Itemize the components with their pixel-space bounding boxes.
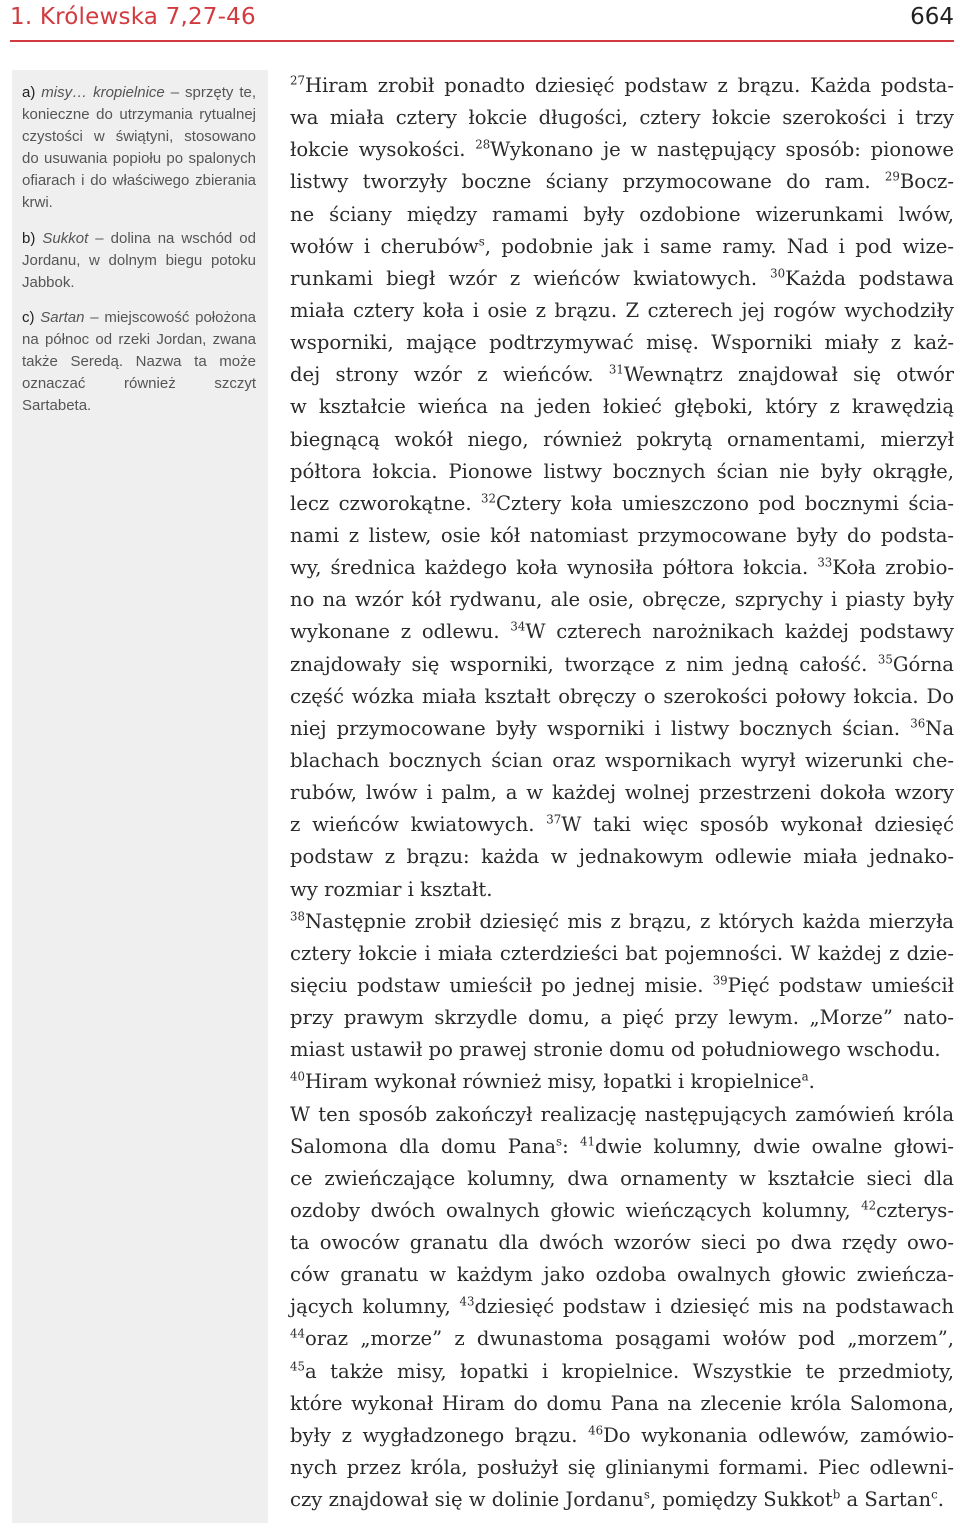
footnote-a	[22, 82, 256, 215]
text-line	[290, 520, 954, 552]
text-line	[290, 874, 954, 906]
text-line	[290, 906, 954, 938]
verse-marker: 28	[475, 137, 491, 152]
text-segment: oraz „morze” z dwunastoma posągami wołów pod „morzem”,	[304, 1327, 954, 1351]
footnote-text: – miejscowość położona na północ od rzeki Jordan, zwana także Seredą. Nazwa ta może oznaczać również szczyt Sartabeta.	[22, 308, 256, 415]
text-line	[290, 1195, 954, 1227]
verse-marker: 40	[290, 1069, 305, 1084]
text-segment: Cztery koła umieszczono pod bocznymi ścia-	[496, 491, 954, 515]
page-number: 664	[910, 4, 954, 30]
text-line	[290, 713, 954, 745]
text-line	[290, 777, 954, 809]
text-segment: dziesięć podstaw i dziesięć mis na podstawach	[474, 1295, 954, 1319]
verse-marker: 46	[588, 1423, 604, 1438]
text-line	[290, 134, 954, 166]
footnote-label: a)	[22, 84, 36, 101]
text-segment: nych przez króla, posłużył się glinianymi formami. Piec odlewni-	[290, 1456, 954, 1480]
text-segment: wy rozmiar i kształt.	[290, 877, 493, 901]
text-segment: miast ustawił po prawej stronie domu od południowego wschodu.	[290, 1038, 941, 1062]
footnote-text: – dolina na wschód od Jordanu, w dolnym biegu potoku Jabbok.	[22, 229, 256, 291]
text-segment: no na wzór kół rydwanu, ale osie, obręcze, szprychy i piasty były	[290, 588, 954, 612]
text-segment: Wykonano je w następujący sposób: pionowe	[490, 138, 954, 162]
verse-marker: s	[556, 1134, 563, 1149]
text-segment: Górna	[892, 652, 954, 676]
text-line	[290, 1034, 954, 1066]
text-segment: wykonane z odlewu.	[290, 620, 511, 644]
text-line	[290, 263, 954, 295]
text-line	[290, 1066, 954, 1098]
footnote-term: Sartan	[40, 308, 85, 326]
text-line	[290, 1163, 954, 1195]
text-segment: czterys-	[876, 1198, 954, 1222]
text-segment: W czterech narożnikach każdej podstawy	[525, 620, 954, 644]
text-line	[290, 231, 954, 263]
verse-marker: c	[931, 1487, 938, 1502]
verse-marker: 34	[510, 619, 526, 634]
verse-marker: 44	[290, 1326, 305, 1341]
footnote-text: – sprzęty te, konieczne do utrzymania rytualnej czystości w świątyni, stosowano do usuwania popiołu po spalonych ofiarach i do właściwego zbierania krwi.	[22, 84, 256, 212]
verse-marker: 33	[817, 555, 833, 570]
text-segment: Hiram wykonał również misy, łopatki i kropielnice	[304, 1070, 802, 1094]
verse-marker: 35	[877, 652, 893, 666]
text-segment: miała cztery koła i osie z brązu. Z czterech jej rogów wychodziły	[290, 298, 954, 322]
verse-marker: 43	[459, 1294, 475, 1309]
verse-marker: s	[478, 234, 485, 249]
text-line	[290, 424, 954, 456]
text-segment: ozdoby dwóch owalnych głowic wieńczących kolumny,	[290, 1198, 862, 1222]
text-line	[290, 327, 954, 359]
verse-marker: 30	[770, 266, 786, 281]
header-rule	[10, 40, 954, 42]
text-segment: które wykonał Hiram do domu Pana na zlecenie króla Salomona,	[290, 1391, 954, 1415]
text-segment: Następnie zrobił dziesięć mis z brązu, z których każda mierzyła	[304, 909, 954, 933]
text-segment: część wózka miała kształt obręczy o szerokości połowy łokcia. Do	[290, 684, 954, 708]
text-line	[290, 616, 954, 648]
text-segment: Wewnątrz znajdował się otwór	[623, 363, 954, 387]
verse-marker: 39	[712, 973, 728, 988]
text-line	[290, 102, 954, 134]
text-segment: a Sartan	[840, 1488, 932, 1512]
text-line	[290, 295, 954, 327]
verse-marker: a	[801, 1069, 809, 1084]
text-segment: przy prawym skrzydle domu, a pięć przy lewym. „Morze” nato-	[290, 1006, 954, 1030]
text-segment: ta owoców granatu dla dwóch wzorów sieci po dwa rzędy owo-	[290, 1231, 954, 1255]
verse-marker: s	[643, 1487, 650, 1502]
text-line	[290, 1388, 954, 1420]
verse-marker: 45	[290, 1359, 305, 1374]
text-segment: dej strony wzór z wieńców.	[290, 363, 609, 387]
text-segment: Salomona dla domu Pana	[290, 1134, 557, 1158]
verse-marker: 31	[608, 362, 624, 377]
text-line	[290, 1291, 954, 1323]
verse-marker: 36	[910, 716, 926, 731]
text-segment: W taki więc sposób wykonał dziesięć	[561, 813, 955, 837]
text-segment: jących kolumny,	[290, 1295, 460, 1319]
verse-marker: 37	[546, 812, 562, 827]
footnote-c	[22, 307, 256, 417]
text-line	[290, 456, 954, 488]
footnote-label: b)	[22, 229, 36, 247]
text-line	[290, 1002, 954, 1034]
text-line	[290, 809, 954, 841]
verse-marker: 29	[884, 169, 900, 184]
text-segment: czy znajdował się w dolinie Jordanu	[290, 1488, 644, 1512]
text-segment: ców granatu w każdym jako ozdoba owalnych głowic zwieńcza-	[290, 1263, 954, 1287]
text-segment: rubów, lwów i palm, a w każdej wolnej przestrzeni dokoła wzory	[290, 781, 954, 805]
text-line	[290, 1131, 954, 1163]
text-segment: Koła zrobio-	[832, 556, 954, 580]
text-segment: Do wykonania odlewów, zamówio-	[603, 1423, 954, 1447]
text-segment: Bocz-	[899, 170, 954, 194]
text-segment: Pięć podstaw umieścił	[727, 973, 954, 997]
text-line	[290, 1227, 954, 1259]
verse-marker: b	[832, 1487, 841, 1502]
text-line	[290, 745, 954, 777]
text-segment: Hiram zrobił ponadto dziesięć podstaw z brązu. Każda podsta-	[304, 74, 954, 97]
text-line	[290, 1323, 954, 1355]
text-line	[290, 841, 954, 873]
text-segment: podstaw z brązu: każda w jednakowym odlewie miała jednako-	[290, 845, 954, 869]
footnote-b	[22, 228, 256, 294]
text-segment: W ten sposób zakończył realizację następujących zamówień króla	[290, 1102, 954, 1126]
text-line	[290, 1356, 954, 1388]
verse-marker: 27	[290, 73, 305, 88]
footnotes	[22, 82, 256, 430]
page-header	[0, 0, 960, 42]
text-segment: biegnącą wokół niego, również pokrytą ornamentami, mierzył	[290, 427, 954, 451]
scripture-text	[290, 70, 954, 1516]
text-segment: wy, średnica każdego koła wynosiła półtora łokcia.	[290, 556, 818, 580]
text-segment: były z wygładzonego brązu.	[290, 1423, 589, 1447]
text-segment: w kształcie wieńca na jeden łokieć głęboki, który z krawędzią	[290, 395, 954, 419]
text-line	[290, 649, 954, 681]
text-segment: , pomiędzy Sukkot	[649, 1488, 833, 1512]
text-line	[290, 1452, 954, 1484]
footnote-label: c)	[22, 308, 35, 326]
text-line	[290, 552, 954, 584]
text-line	[290, 970, 954, 1002]
text-segment: .	[937, 1488, 944, 1512]
text-segment: wa miała cztery łokcie długości, cztery łokcie szerokości i trzy	[290, 106, 954, 130]
text-line	[290, 199, 954, 231]
running-title: 1. Królewska 7,27-46	[10, 4, 256, 30]
text-segment: listwy tworzyły boczne ściany przymocowane do ram.	[290, 170, 885, 194]
text-line	[290, 938, 954, 970]
text-line	[290, 359, 954, 391]
text-segment: znajdowały się wsporniki, tworzące z nim jedną całość.	[290, 652, 878, 676]
text-segment: lecz czworokątne.	[290, 491, 482, 515]
text-segment: wsporniki, mające podtrzymywać misę. Wsporniki miały z każ-	[290, 331, 954, 355]
text-line	[290, 391, 954, 423]
text-segment: blachach bocznych ścian oraz wspornikach wyrył wizerunki che-	[290, 748, 954, 772]
text-segment: łokcie wysokości.	[290, 138, 476, 162]
text-segment: półtora łokcia. Pionowe listwy bocznych ścian nie były okrągłe,	[290, 459, 954, 483]
text-line	[290, 1484, 954, 1516]
text-segment: ce zwieńczające kolumny, dwa ornamenty w kształcie sieci dla	[290, 1166, 954, 1190]
text-segment: runkami biegł wzór z wieńców kwiatowych.	[290, 266, 771, 290]
text-line	[290, 166, 954, 198]
text-segment: Każda podstawa	[785, 266, 954, 290]
text-segment: nami z listew, osie kół natomiast przymocowane były do podsta-	[290, 523, 954, 547]
text-line	[290, 584, 954, 616]
text-segment: z wieńców kwiatowych.	[290, 813, 547, 837]
verse-marker: 41	[579, 1134, 595, 1149]
text-line	[290, 681, 954, 713]
text-line	[290, 1099, 954, 1131]
text-line	[290, 488, 954, 520]
text-segment: niej przymocowane były wsporniki i listwy bocznych ścian.	[290, 716, 911, 740]
text-line	[290, 1420, 954, 1452]
text-segment: Na	[925, 716, 954, 740]
text-line	[290, 70, 954, 102]
footnote-term: Sukkot	[42, 229, 89, 247]
text-segment: dwie kolumny, dwie owalne głowi-	[594, 1134, 954, 1158]
text-segment: a także misy, łopatki i kropielnice. Wszystkie te przedmioty,	[304, 1359, 954, 1383]
text-segment: sięciu podstaw umieścił po jednej misie.	[290, 973, 713, 997]
text-segment: .	[808, 1070, 815, 1094]
footnote-term: misy… kropielnice	[41, 84, 165, 101]
verse-marker: 38	[290, 909, 305, 924]
text-segment: , podobnie jak i same ramy. Nad i pod wize-	[484, 234, 954, 258]
text-segment: ne ściany między ramami były ozdobione wizerunkami lwów,	[290, 202, 954, 226]
verse-marker: 42	[861, 1198, 877, 1213]
text-line	[290, 1259, 954, 1291]
verse-marker: 32	[481, 491, 496, 506]
text-segment: cztery łokcie i miała czterdzieści bat pojemności. W każdej z dzie-	[290, 941, 954, 965]
text-segment: wołów i cherubów	[290, 234, 479, 258]
text-segment: :	[562, 1134, 580, 1158]
